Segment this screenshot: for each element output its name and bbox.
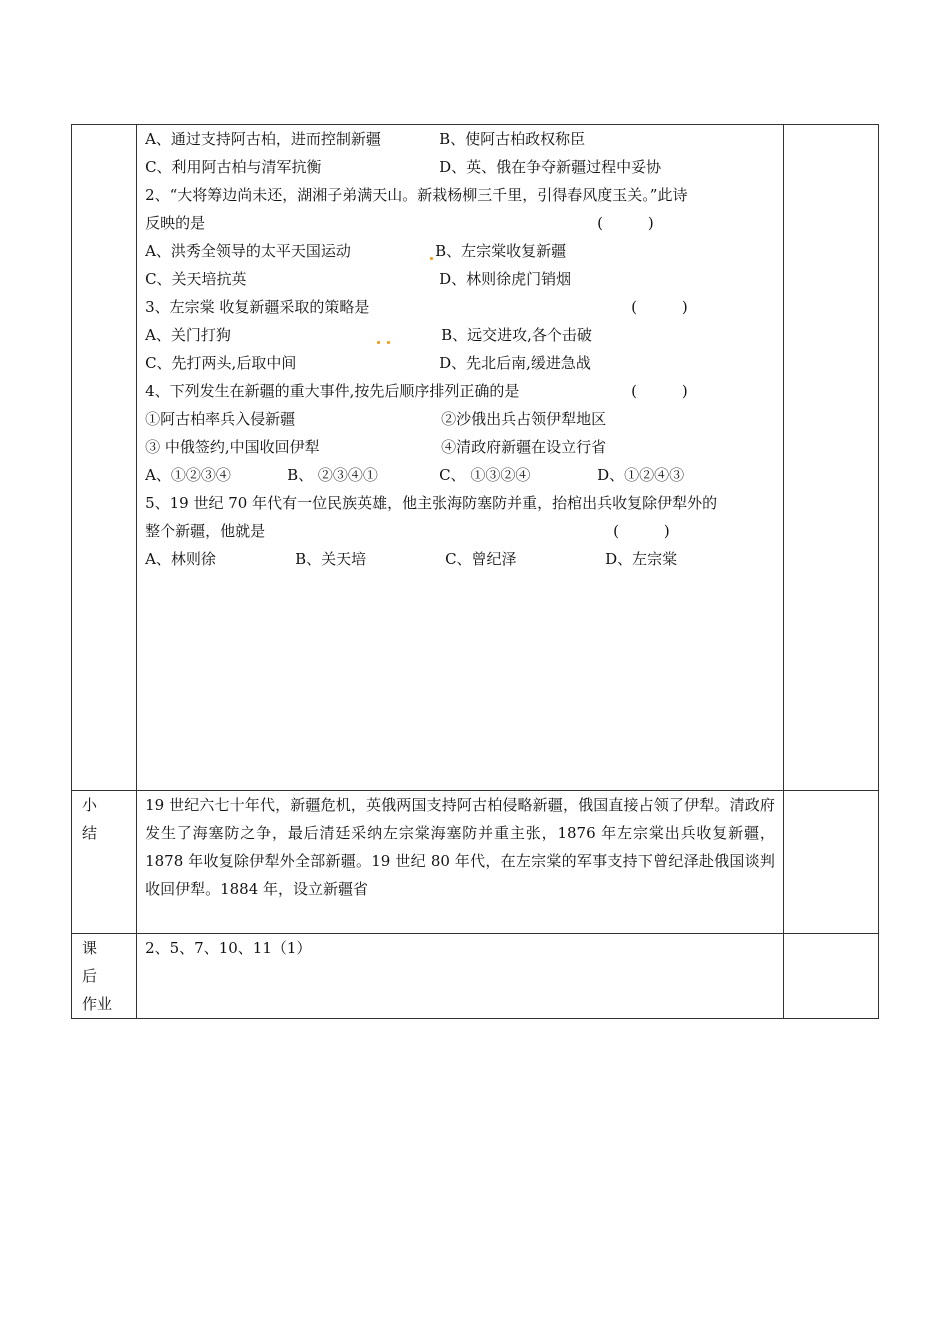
q4-item-3: ③ 中俄签约,中国收回伊犁 <box>145 438 320 456</box>
summary-cell <box>137 791 784 934</box>
q2-stem-2: 反映的是 <box>145 214 206 232</box>
summary-right-cell <box>783 791 878 934</box>
q5-stem-line-2 <box>145 517 775 545</box>
q4-item-2: ②沙俄出兵占领伊犁地区 <box>441 410 607 428</box>
homework-right-cell <box>783 934 878 1019</box>
summary-text: 19 世纪六七十年代，新疆危机，英俄两国支持阿古柏侵略新疆，俄国直接占领了伊犁。清政府发生了海塞防之争，最后清廷采纳左宗棠海塞防并重主张，1876 年左宗棠出兵收复新疆，1878 年收复除伊犁外全部新疆。19 世纪 80 年代，在左宗棠的军事支持下曾纪泽赴俄国谈判收回伊犁。1884 年，设立新疆省 <box>145 796 775 898</box>
homework-text: 2、5、7、10、11（1） <box>145 939 312 957</box>
q4-stem: 4、下列发生在新疆的重大事件,按先后顺序排列正确的是 <box>145 382 520 400</box>
q1-options-cd <box>145 153 775 181</box>
homework-label-2: 作业 <box>82 995 113 1013</box>
q4-item-4: ④清政府新疆在设立行省 <box>441 438 607 456</box>
q5-answer-paren: ( ) <box>613 522 670 540</box>
q2-options-ab <box>145 237 775 265</box>
highlight-mark <box>377 341 380 344</box>
q2-stem-1: 2、“大将筹边尚未还，湖湘子弟满天山。新栽杨柳三千里，引得春风度玉关。”此诗 <box>145 186 688 204</box>
q5-option-b: B、关天培 <box>295 550 367 568</box>
summary-row <box>72 791 879 934</box>
summary-label-1: 小 <box>82 796 98 814</box>
q1-option-c: C、利用阿古柏与清军抗衡 <box>145 158 322 176</box>
q5-stem-2: 整个新疆，他就是 <box>145 522 266 540</box>
q3-options-cd <box>145 349 775 377</box>
q3-option-c: C、先打两头,后取中间 <box>145 354 297 372</box>
q4-option-c: C、 ①③②④ <box>439 466 531 484</box>
q4-option-a: A、①②③④ <box>145 466 231 484</box>
q3-option-a: A、关门打狗 <box>145 326 231 344</box>
q3-stem-line <box>145 293 775 321</box>
q4-stem-line <box>145 377 775 405</box>
highlight-mark <box>430 257 433 260</box>
questions-right-cell <box>783 125 878 791</box>
q4-items-34 <box>145 433 775 461</box>
q4-option-d: D、①②④③ <box>597 466 685 484</box>
q5-option-c: C、曾纪泽 <box>445 550 517 568</box>
q3-option-b: B、远交进攻,各个击破 <box>441 326 592 344</box>
q1-options-ab <box>145 125 775 153</box>
q4-answer-paren: ( ) <box>631 382 688 400</box>
q2-stem-line-2 <box>145 209 775 237</box>
homework-label-cell <box>72 934 137 1019</box>
q5-option-a: A、林则徐 <box>145 550 216 568</box>
q2-option-b: B、左宗棠收复新疆 <box>435 242 567 260</box>
homework-cell <box>137 934 784 1019</box>
lesson-table <box>71 124 879 1019</box>
q2-stem-line-1 <box>145 181 775 209</box>
q5-options <box>145 545 775 573</box>
q4-options <box>145 461 775 489</box>
q5-stem-1: 5、19 世纪 70 年代有一位民族英雄，他主张海防塞防并重，抬棺出兵收复除伊犁外的 <box>145 494 718 512</box>
summary-label-cell <box>72 791 137 934</box>
q3-stem: 3、左宗棠 收复新疆采取的策略是 <box>145 298 370 316</box>
q5-stem-line-1 <box>145 489 775 517</box>
summary-label-2: 结 <box>82 824 98 842</box>
questions-row <box>72 125 879 791</box>
q1-option-a: A、通过支持阿古柏，进而控制新疆 <box>145 130 381 148</box>
questions-left-cell <box>72 125 137 791</box>
q3-options-ab <box>145 321 775 349</box>
q1-option-d: D、英、俄在争夺新疆过程中妥协 <box>439 158 662 176</box>
q1-option-b: B、使阿古柏政权称臣 <box>439 130 586 148</box>
q2-option-d: D、林则徐虎门销烟 <box>439 270 572 288</box>
q2-option-c: C、关天培抗英 <box>145 270 247 288</box>
q4-item-1: ①阿古柏率兵入侵新疆 <box>145 410 296 428</box>
q4-items-12 <box>145 405 775 433</box>
homework-row <box>72 934 879 1019</box>
q3-answer-paren: ( ) <box>631 298 688 316</box>
highlight-mark <box>387 341 390 344</box>
q2-options-cd <box>145 265 775 293</box>
questions-cell <box>137 125 784 791</box>
homework-label-1: 课 后 <box>82 939 113 985</box>
q3-option-d: D、先北后南,缓进急战 <box>439 354 591 372</box>
q5-option-d: D、左宗棠 <box>605 550 678 568</box>
q2-option-a: A、洪秀全领导的太平天国运动 <box>145 242 351 260</box>
q2-answer-paren: ( ) <box>597 214 654 232</box>
q4-option-b: B、 ②③④① <box>287 466 378 484</box>
